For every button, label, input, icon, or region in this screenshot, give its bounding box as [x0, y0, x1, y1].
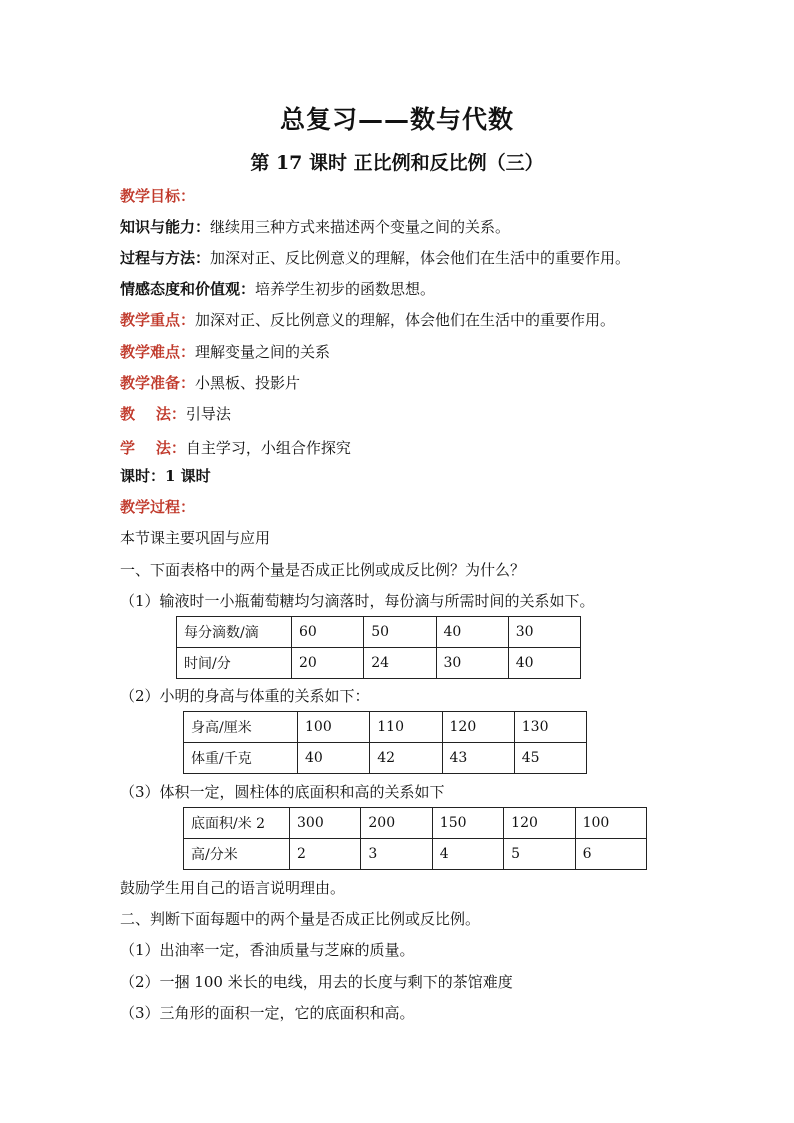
table-row	[177, 648, 581, 679]
table-base-height	[183, 807, 647, 870]
table-height-weight	[183, 711, 587, 774]
table-cell: 300	[290, 808, 361, 839]
duration-label: 课时：	[120, 467, 166, 485]
table-cell: 6	[575, 839, 646, 870]
section2-heading: 二、判断下面每题中的两个量是否成正比例或反比例。	[120, 910, 481, 928]
table-row	[184, 743, 587, 774]
difficulty	[120, 342, 330, 362]
table-cell: 120	[504, 808, 575, 839]
table-cell: 40	[298, 743, 370, 774]
objective-text: 加深对正、反比例意义的理解，体会他们在生活中的重要作用。	[210, 249, 631, 267]
teaching-method	[120, 404, 231, 424]
learning-method	[120, 438, 351, 458]
table-row	[184, 839, 647, 870]
table-cell: 30	[436, 648, 508, 679]
section2-item: （2）一捆 100 米长的电线，用去的长度与剩下的茶馆难度	[120, 973, 513, 991]
table-cell: 24	[364, 648, 436, 679]
table-cell: 底面积/米 2	[184, 808, 290, 839]
difficulty-label: 教学难点：	[120, 343, 196, 361]
preparation-label: 教学准备：	[120, 374, 196, 392]
table-drip-rate	[176, 616, 581, 679]
table-row	[184, 808, 647, 839]
table-cell: 100	[298, 712, 370, 743]
objective-label: 情感态度和价值观：	[120, 280, 256, 298]
preparation-text: 小黑板、投影片	[195, 374, 301, 392]
table-cell: 身高/厘米	[184, 712, 298, 743]
question-1: （1）输液时一小瓶葡萄糖均匀滴落时，每份滴与所需时间的关系如下。	[120, 592, 595, 610]
section2-item: （3）三角形的面积一定，它的底面积和高。	[120, 1004, 415, 1022]
key-point-label: 教学重点：	[120, 311, 196, 329]
table-cell: 150	[432, 808, 503, 839]
section2-item: （1）出油率一定，香油质量与芝麻的质量。	[120, 941, 415, 959]
teaching-method-label: 教 法：	[120, 405, 186, 423]
table-row	[184, 712, 587, 743]
question-2: （2）小明的身高与体重的关系如下：	[120, 687, 370, 705]
table-cell: 40	[508, 648, 580, 679]
teaching-method-text: 引导法	[185, 405, 231, 423]
table-cell: 43	[442, 743, 514, 774]
difficulty-text: 理解变量之间的关系	[195, 343, 331, 361]
table-cell: 110	[370, 712, 442, 743]
key-point	[120, 310, 615, 330]
duration-text: 1 课时	[165, 467, 211, 485]
objective-text: 培养学生初步的函数思想。	[255, 280, 436, 298]
objective-label: 过程与方法：	[120, 249, 211, 267]
page-title: 总复习——数与代数	[279, 105, 514, 134]
table-cell: 45	[514, 743, 586, 774]
table-cell: 5	[504, 839, 575, 870]
table-cell: 30	[508, 617, 580, 648]
objective-process	[120, 248, 630, 268]
process-heading-label: 教学过程：	[120, 498, 196, 516]
table-cell: 130	[514, 712, 586, 743]
key-point-text: 加深对正、反比例意义的理解，体会他们在生活中的重要作用。	[195, 311, 616, 329]
table-cell: 60	[292, 617, 364, 648]
objective-attitude	[120, 279, 435, 299]
table-cell: 200	[361, 808, 432, 839]
objective-text: 继续用三种方式来描述两个变量之间的关系。	[210, 218, 511, 236]
table-cell: 40	[436, 617, 508, 648]
table-row	[177, 617, 581, 648]
table-cell: 42	[370, 743, 442, 774]
table-cell: 3	[361, 839, 432, 870]
question-3: （3）体积一定，圆柱体的底面积和高的关系如下	[120, 783, 445, 801]
table-cell: 时间/分	[177, 648, 292, 679]
objective-label: 知识与能力：	[120, 218, 211, 236]
table-cell: 100	[575, 808, 646, 839]
learning-method-text: 自主学习，小组合作探究	[185, 439, 351, 457]
objectives-heading-label: 教学目标：	[120, 187, 196, 205]
table-cell: 高/分米	[184, 839, 290, 870]
duration	[120, 466, 211, 486]
preparation	[120, 373, 300, 393]
table-cell: 50	[364, 617, 436, 648]
section1-heading: 一、下面表格中的两个量是否成正比例或成反比例？为什么？	[120, 561, 526, 579]
objectives-heading	[120, 186, 195, 206]
table-cell: 120	[442, 712, 514, 743]
intro-text: 本节课主要巩固与应用	[120, 529, 271, 547]
learning-method-label: 学 法：	[120, 439, 186, 457]
encourage-text: 鼓励学生用自己的语言说明理由。	[120, 879, 346, 897]
table-cell: 每分滴数/滴	[177, 617, 292, 648]
table-cell: 体重/千克	[184, 743, 298, 774]
table-cell: 2	[290, 839, 361, 870]
process-heading	[120, 497, 195, 517]
lesson-subtitle: 第 17 课时 正比例和反比例（三）	[250, 152, 544, 174]
table-cell: 4	[432, 839, 503, 870]
objective-knowledge	[120, 217, 510, 237]
table-cell: 20	[292, 648, 364, 679]
